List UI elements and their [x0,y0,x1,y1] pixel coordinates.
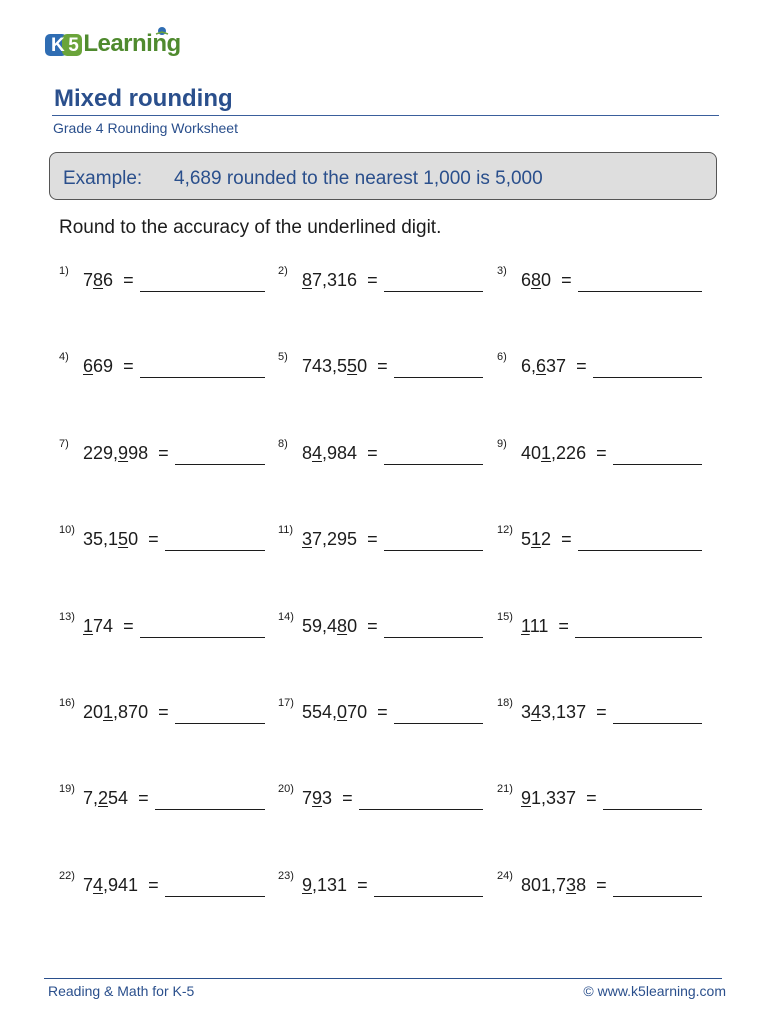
equals-sign: = [367,442,378,463]
underlined-digit: 8 [302,270,313,290]
problem-item [278,351,483,380]
problem-item [278,869,483,899]
equals-sign: = [123,615,134,636]
problem-item [497,265,702,294]
equals-sign: = [148,874,159,895]
number-prefix: 229, [83,442,119,463]
problem-number: 2 ) [278,265,288,277]
answer-blank[interactable] [165,896,265,897]
answer-blank[interactable] [384,550,483,551]
number-suffix: ,984 [322,442,358,463]
number-prefix: 6 [521,270,532,290]
problem-item [497,437,702,467]
number-prefix: 554, [302,702,338,722]
problem-expression [521,529,572,550]
problem-number: 20 ) [278,783,294,795]
number-suffix: 8 [576,874,587,895]
equals-sign: = [586,788,597,809]
answer-blank[interactable] [578,550,702,551]
number-prefix: 7 [302,788,313,809]
number-prefix: 3 [521,702,532,722]
problem-number: 14 ) [278,611,294,623]
problem-item [497,351,702,380]
problem-item [278,783,483,812]
number-suffix: ,870 [113,702,149,722]
problem-expression [302,529,378,550]
problem-expression [83,616,134,637]
equals-sign: = [558,615,569,636]
underlined-digit: 8 [337,615,348,636]
number-suffix: ,941 [103,874,139,895]
problem-expression [302,788,353,809]
number-prefix: 7 [83,270,94,290]
problem-item [59,783,265,812]
number-suffix: 0 [541,270,552,290]
underlined-digit: 3 [302,529,313,550]
number-prefix: 6, [521,356,537,377]
answer-blank[interactable] [613,464,702,465]
problem-expression [302,702,388,723]
equals-sign: = [357,874,368,895]
footer-divider [44,978,722,979]
equals-sign: = [158,442,169,463]
problem-expression [83,702,169,723]
problem-expression [83,270,134,291]
underlined-digit: 9 [118,442,129,463]
answer-blank[interactable] [384,637,483,638]
equals-sign: = [596,702,607,722]
number-suffix: 0 [357,356,368,377]
problem-item [497,783,702,812]
equals-sign: = [138,788,149,809]
problem-expression [302,443,378,464]
number-suffix: 7,316 [312,270,358,290]
answer-blank[interactable] [603,809,702,810]
equals-sign: = [367,270,378,290]
problem-item [278,524,483,553]
equals-sign: = [377,356,388,377]
number-prefix: 7, [83,788,99,809]
number-suffix: 69 [93,356,114,377]
underlined-digit: 4 [531,702,542,722]
number-suffix: 98 [128,442,149,463]
problem-number: 6 ) [497,351,507,363]
underlined-digit: 1 [103,702,114,722]
answer-blank[interactable] [593,377,702,378]
instructions: Round to the accuracy of the underlined digit. [59,217,442,238]
underlined-digit: 8 [531,270,542,290]
underlined-digit: 1 [531,529,542,550]
problem-number: 16 ) [59,697,75,709]
number-suffix: 70 [347,702,368,722]
problem-expression [83,443,169,464]
underlined-digit: 8 [93,270,104,290]
problem-number: 17 ) [278,697,294,709]
answer-blank[interactable] [359,809,483,810]
page-title: Mixed rounding [54,85,233,112]
problem-item [59,610,265,640]
number-suffix: 3 [322,788,333,809]
underlined-digit: 4 [312,442,323,463]
answer-blank[interactable] [384,291,483,292]
problem-expression [521,270,572,291]
number-suffix: 11 [529,615,549,636]
equals-sign: = [367,529,378,550]
footer-website: © www.k5learning.com [583,983,726,999]
problem-item [497,524,702,553]
problem-number: 4 ) [59,351,69,363]
underlined-digit: 1 [521,615,530,636]
problem-item [59,437,265,467]
underlined-digit: 9 [302,874,313,895]
problem-expression [521,443,607,464]
number-suffix: 0 [128,529,139,550]
example-text: 4,689 rounded to the nearest 1,000 is 5,000 [174,168,543,189]
answer-blank[interactable] [374,896,483,897]
answer-blank[interactable] [613,896,702,897]
answer-blank[interactable] [165,550,265,551]
problem-item [278,697,483,726]
answer-blank[interactable] [175,464,265,465]
underlined-digit: 6 [83,356,94,377]
answer-blank[interactable] [175,723,265,724]
problem-number: 11 ) [278,524,293,536]
problem-expression [302,616,378,637]
problem-item [497,610,702,640]
example-label: Example: [63,168,143,189]
example-box [49,152,717,200]
number-suffix: 54 [108,788,129,809]
number-suffix: 1,337 [531,788,577,809]
equals-sign: = [576,356,587,377]
problem-number: 12 ) [497,524,513,536]
problem-number: 9 ) [497,438,507,450]
number-suffix: ,226 [551,442,587,463]
problem-number: 22 ) [59,870,75,882]
number-prefix: 8 [302,442,313,463]
number-suffix: ,131 [312,874,348,895]
problem-expression [83,356,134,377]
problem-number: 10 ) [59,524,75,536]
number-suffix: 3,137 [541,702,587,722]
underlined-digit: 9 [312,788,323,809]
problem-item [59,869,265,899]
number-suffix: 2 [541,529,552,550]
underlined-digit: 9 [521,788,532,809]
problem-number: 19 ) [59,783,75,795]
problem-number: 1 ) [59,265,69,277]
answer-blank[interactable] [155,809,265,810]
equals-sign: = [596,874,607,895]
answer-blank[interactable] [140,377,265,378]
number-suffix: 37 [546,356,567,377]
underlined-digit: 3 [566,874,577,895]
number-prefix: 801,7 [521,874,567,895]
problem-item [497,869,702,899]
number-prefix: 40 [521,442,542,463]
problem-expression [302,875,368,896]
underlined-digit: 5 [118,529,129,550]
answer-blank[interactable] [140,291,265,292]
underlined-digit: 5 [347,356,358,377]
answer-blank[interactable] [384,464,483,465]
equals-sign: = [123,356,134,377]
underlined-digit: 6 [536,356,547,377]
problem-item [59,265,265,294]
problem-item [59,524,265,553]
number-prefix: 743,5 [302,356,348,377]
number-suffix: 0 [347,615,358,636]
underlined-digit: 1 [541,442,552,463]
equals-sign: = [596,442,607,463]
problem-expression [521,788,597,809]
problem-number: 3 ) [497,265,507,277]
answer-blank[interactable] [394,723,483,724]
problem-expression [521,702,607,723]
equals-sign: = [561,529,572,550]
number-prefix: 20 [83,702,104,722]
problem-item [278,437,483,467]
number-prefix: 59,4 [302,615,338,636]
underlined-digit: 4 [93,874,104,895]
problem-number: 7 ) [59,438,69,450]
title-divider [52,115,719,116]
equals-sign: = [367,615,378,636]
number-prefix: 7 [83,874,94,895]
underlined-digit: 1 [83,615,94,636]
underlined-digit: 2 [98,788,109,809]
problem-expression [302,270,378,291]
problem-expression [521,616,569,637]
problem-item [59,351,265,380]
answer-blank[interactable] [578,291,702,292]
answer-blank[interactable] [613,723,702,724]
number-suffix: 6 [103,270,114,290]
problem-expression [521,356,587,377]
equals-sign: = [342,788,353,809]
problem-expression [521,875,607,896]
problem-number: 24 ) [497,870,513,882]
page-subtitle: Grade 4 Rounding Worksheet [53,120,238,136]
logo-text: K 5 Learning [51,30,181,57]
problem-number: 8 ) [278,438,288,450]
number-prefix: 35,1 [83,529,119,550]
problem-number: 18 ) [497,697,513,709]
problem-number: 5 ) [278,351,288,363]
problem-number: 15 ) [497,611,513,623]
answer-blank[interactable] [575,637,702,638]
equals-sign: = [123,270,134,290]
problem-expression [83,788,149,809]
answer-blank[interactable] [394,377,483,378]
underlined-digit: 0 [337,702,348,722]
problem-expression [83,875,159,896]
problem-item [278,265,483,294]
problem-number: 23 ) [278,870,294,882]
problem-number: 13 ) [59,611,75,623]
problem-expression [302,356,388,377]
problem-item [278,610,483,640]
number-suffix: 7,295 [312,529,358,550]
problem-number: 21 ) [497,783,513,795]
equals-sign: = [158,702,169,722]
answer-blank[interactable] [140,637,265,638]
problem-item [497,697,702,726]
equals-sign: = [377,702,388,722]
equals-sign: = [148,529,159,550]
equals-sign: = [561,270,572,290]
number-prefix: 5 [521,529,532,550]
footer-tagline: Reading & Math for K-5 [48,983,195,999]
problem-expression [83,529,159,550]
problem-item [59,697,265,726]
number-suffix: 74 [93,615,114,636]
